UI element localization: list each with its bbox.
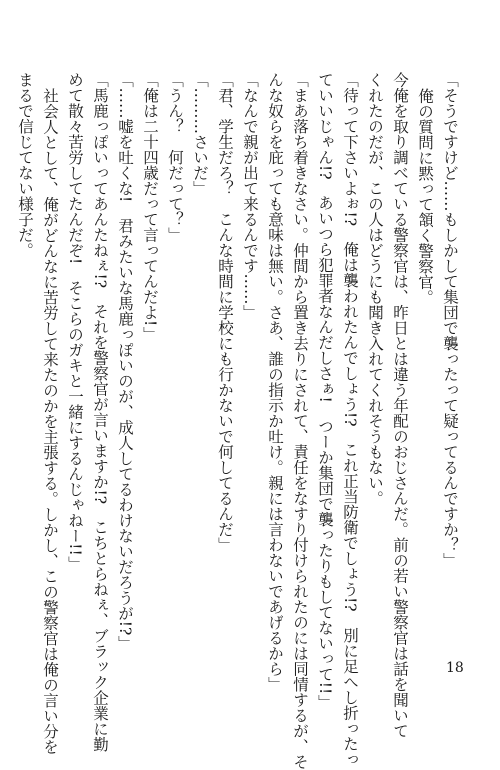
- text-line: 「君、学生だろ？ こんな時間に学校にも行かないで何してるんだ」: [216, 72, 234, 553]
- text-line: まるで信じてない様子だ。: [16, 72, 34, 258]
- text-line: 今俺を取り調べている警察官は、昨日とは違う年配のおじさんだ。前の若い警察官は話を聞いて: [391, 72, 409, 739]
- text-line: ていいじゃん!? あいつら犯罪者なんだしさぁ! つーか集団で襲ったりもしてないって!!」: [316, 72, 334, 710]
- text-line: 「待って下さいよぉ!? 俺は襲われたんでしょう!? これ正当防衛でしょう!? 別に足へし折ったっ: [341, 72, 359, 767]
- text-line: くれたのだが、この人はどうにも聞き入れてくれそうもない。: [366, 72, 384, 506]
- text-line: んな奴らを庇っても意味は無い。さあ、誰の指示か吐け。親には言わないであげるから」: [266, 72, 284, 692]
- text-line: 「そうですけど……もしかして集団で襲ったって疑ってるんですか？」: [441, 72, 459, 568]
- text-line: 「まあ落ち着きなさい。仲間から置き去りにされて、責任をなすり付けられたのには同情するが、そ: [291, 72, 309, 770]
- text-line: 「馬鹿っぽいってあんたねぇ!? それを警察官が言いますか!? こちとらねぇ、ブラック企業に勤: [91, 72, 109, 753]
- text-line: 「なんで親が出て来るんです……」: [241, 72, 259, 320]
- text-line: 「……嘘を吐くな! 君みたいな馬鹿っぽいのが、成人してるわけないだろうが!?」: [116, 72, 134, 651]
- text-line: めて散々苦労してたんだぞ! そこらのガキと一緒にするんじゃねー!!」: [66, 72, 84, 572]
- text-line: 俺の質問に黙って頷く警察官。: [416, 87, 434, 305]
- text-line: 社会人として、俺がどんなに苦労して来たのかを主張する。しかし、この警察官は俺の言い分を: [41, 87, 59, 754]
- page-number: 18: [446, 660, 464, 676]
- text-line: 「うん？ 何だって？」: [166, 72, 184, 243]
- text-line: 「………さいだ」: [191, 72, 209, 196]
- text-line: 「俺は二十四歳だって言ってんだよ!」: [141, 72, 159, 342]
